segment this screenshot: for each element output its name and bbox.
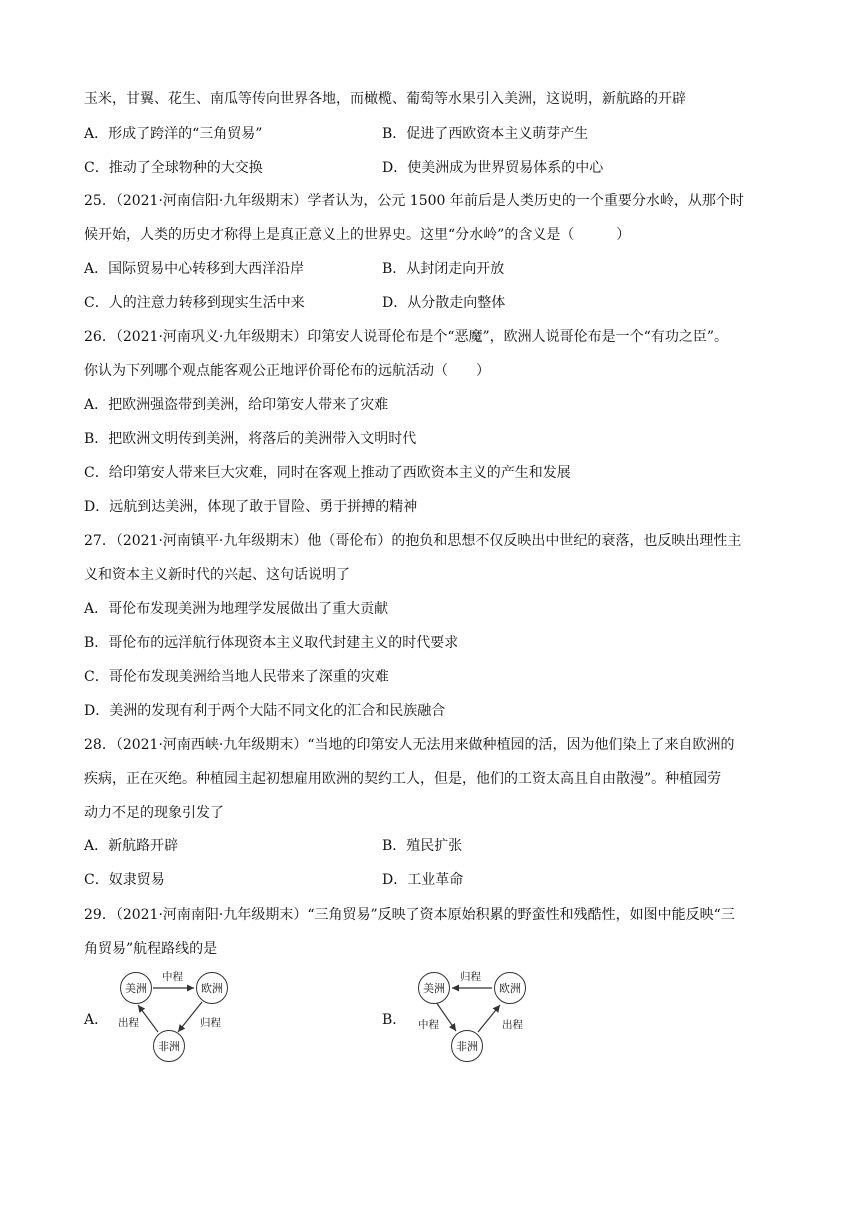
q29-b-node-america: 美洲	[418, 972, 450, 1004]
q29-b-edge-middle: 中程	[418, 1019, 439, 1031]
q26-option-d[interactable]: D．远航到达美洲，体现了敢于冒险、勇于拼搏的精神	[84, 499, 418, 515]
q29-a-node-africa: 非洲	[153, 1030, 185, 1062]
q29-b-edge-outbound: 出程	[502, 1019, 523, 1031]
q28-option-a[interactable]: A．新航路开辟	[84, 838, 179, 854]
q24-option-d[interactable]: D．使美洲成为世界贸易体系的中心	[382, 160, 604, 176]
q28-stem-line-1: 28．（2021·河南西峡·九年级期末）“当地的印第安人无法用来做种植园的活，因为他们染上了来自欧洲的	[84, 737, 735, 753]
q26-stem-line-1: 26．（2021·河南巩义·九年级期末）印第安人说哥伦布是个“恶魔”，欧洲人说哥伦布是一个“有功之臣”。	[84, 329, 728, 345]
q29-b-node-africa: 非洲	[451, 1030, 483, 1062]
q25-option-d[interactable]: D．从分散走向整体	[382, 295, 506, 311]
q29-a-node-europe: 欧洲	[196, 972, 228, 1004]
q25-option-c[interactable]: C．人的注意力转移到现实生活中来	[84, 295, 305, 311]
q24-option-c[interactable]: C．推动了全球物种的大交换	[84, 160, 263, 176]
q27-option-d[interactable]: D．美洲的发现有利于两个大陆不同文化的汇合和民族融合	[84, 703, 446, 719]
q26-stem-line-2: 你认为下列哪个观点能客观公正地评价哥伦布的远航活动（ ）	[84, 363, 490, 379]
q28-option-d[interactable]: D．工业革命	[382, 872, 464, 888]
q27-stem-line-2: 义和资本主义新时代的兴起、这句话说明了	[84, 567, 350, 583]
q29-a-edge-return: 归程	[200, 1017, 221, 1029]
q29-option-a-diagram[interactable]	[108, 968, 258, 1064]
q28-stem-line-2: 疾病，正在灭绝。种植园主起初想雇用欧洲的契约工人，但是，他们的工资太高且自由散漫”。种植园劳	[84, 771, 722, 787]
q24-option-b[interactable]: B．促进了西欧资本主义萌芽产生	[382, 126, 589, 142]
q28-stem-line-3: 动力不足的现象引发了	[84, 805, 224, 821]
q29-stem-line-1: 29．（2021·河南南阳·九年级期末）“三角贸易”反映了资本原始积累的野蛮性和残酷性，如图中能反映“三	[84, 907, 735, 923]
q27-stem-line-1: 27．（2021·河南镇平·九年级期末）他（哥伦布）的抱负和思想不仅反映出中世纪的衰落，也反映出理性主	[84, 533, 742, 549]
q25-stem-line-1: 25．（2021·河南信阳·九年级期末）学者认为，公元 1500 年前后是人类历史的一个重要分水岭，从那个时	[84, 193, 744, 209]
q29-a-edge-middle: 中程	[162, 971, 183, 983]
q24-option-a[interactable]: A．形成了跨洋的“三角贸易”	[84, 126, 263, 142]
q27-option-c[interactable]: C．哥伦布发现美洲给当地人民带来了深重的灾难	[84, 669, 389, 685]
q29-option-a-label[interactable]: A．	[84, 1012, 109, 1028]
q25-option-b[interactable]: B．从封闭走向开放	[382, 261, 505, 277]
q26-option-c[interactable]: C．给印第安人带来巨大灾难，同时在客观上推动了西欧资本主义的产生和发展	[84, 465, 571, 481]
q29-a-node-america: 美洲	[120, 972, 152, 1004]
q28-option-b[interactable]: B．殖民扩张	[382, 838, 463, 854]
q25-option-a[interactable]: A．国际贸易中心转移到大西洋沿岸	[84, 261, 305, 277]
q29-a-edge-outbound: 出程	[118, 1017, 139, 1029]
q29-stem-line-2: 角贸易”航程路线的是	[84, 941, 218, 957]
q28-option-c[interactable]: C．奴隶贸易	[84, 872, 165, 888]
q27-option-a[interactable]: A．哥伦布发现美洲为地理学发展做出了重大贡献	[84, 601, 389, 617]
q27-option-b[interactable]: B．哥伦布的远洋航行体现资本主义取代封建主义的时代要求	[84, 635, 459, 651]
q29-option-b-label[interactable]: B．	[382, 1012, 407, 1028]
q24-stem-tail: 玉米，甘翼、花生、南瓜等传向世界各地，而橄榄、葡萄等水果引入美洲，这说明，新航路的开辟	[84, 91, 686, 107]
q29-b-node-europe: 欧洲	[494, 972, 526, 1004]
q29-b-edge-return: 归程	[460, 971, 481, 983]
q26-option-b[interactable]: B．把欧洲文明传到美洲，将落后的美洲带入文明时代	[84, 431, 417, 447]
q26-option-a[interactable]: A．把欧洲强盗带到美洲，给印第安人带来了灾难	[84, 397, 389, 413]
q29-option-b-diagram[interactable]	[406, 968, 556, 1064]
q25-stem-line-2: 候开始，人类的历史才称得上是真正意义上的世界史。这里“分水岭”的含义是（ ）	[84, 227, 631, 243]
